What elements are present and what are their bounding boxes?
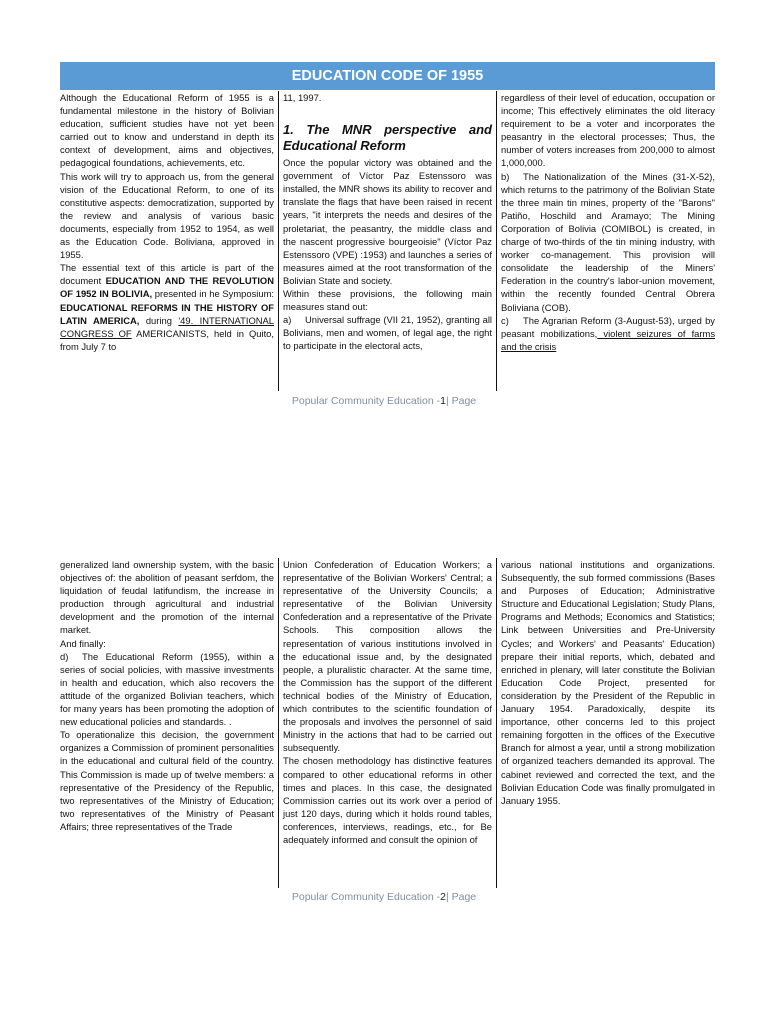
page-1-column-1 [60,91,278,391]
paragraph: This work will try to approach us, from the general vision of the Educational Reform, to one of its constitutive aspects: democratization, supported by the review and analysis of various basic documents, especially from 1952 to 1954, as well as the Education Code. Boliviana, approved in 1955. [60,170,274,261]
paragraph: Union Confederation of Education Workers; a representative of the Bolivian Workers' Central; a representative of the University Councils; a representative of the Bolivian University Confederation and a representative of the Private Schools. This composition allows the representation of various institutions involved in the educational issue and, by the designated people, a pluralistic character. At the same time, the Commission has the support of the different technical bodies of the Ministry of Education, which contributes to the scientific foundation of the proposals and involves the personnel of said Ministry in the actions that had to be carried out subsequently. [283,559,492,754]
page-1-columns [60,91,715,391]
page-1-footer: Popular Community Education -1| Page [291,395,477,407]
section-heading: 1. The MNR perspective and Educational Reform [283,122,492,154]
paragraph: The chosen methodology has distinctive features compared to other educational reforms in other times and places. In this case, the designated Commission carries out its work over a period of just 120 days, during which it holds round tables, conferences, interviews, readings, etc., for Be adequately informed and consult the opinion of [283,755,492,845]
paragraph: Once the popular victory was obtained and the government of Víctor Paz Estenssoro was installed, the MNR shows its ability to recover and translate the flags that have been raised in recent years, "it interprets the needs and desires of the proletariat, the peasantry, the middle class and the nascent progressive bourgeoisie" (Víctor Paz Estenssoro (VPE) :1953) and launches a series of measures aimed at the root transformation of the Bolivian State and society. [283,157,492,286]
paragraph: Although the Educational Reform of 1955 is a fundamental milestone in the history of Bolivian education, sufficient studies have not yet been carried out to know and understand in depth its context of development, aims and objectives, pedagogical foundations, achievements, etc. [60,92,274,169]
page-1-column-3 [497,91,715,391]
paragraph: generalized land ownership system, with the basic objectives of: the abolition of peasant serfdom, the liquidation of feudal latifundism, the increase in production through agricultural and industrial development and the promotion of the internal market. [60,559,274,636]
page-2-column-2 [278,558,497,888]
paragraph: The essential text of this article is part of the document EDUCATION AND THE REVOLUTION OF 1952 IN BOLIVIA, presented in he Symposium: EDUCATIONAL REFORMS IN THE HISTORY OF LATIN AMERICA, during '49. INTERNATIONAL CONGRESS OF AMERICANISTS, held in Quito, from July 7 to [60,262,274,352]
page-2-footer: Popular Community Education -2| Page [291,891,477,903]
paragraph: And finally: [60,637,106,649]
page-2-columns [60,558,715,888]
list-item: a) Universal suffrage (VII 21, 1952), granting all Bolivians, men and women, of legal age, the right to participate in the electoral acts, [283,314,492,352]
page-2-column-1 [60,558,278,888]
paragraph: regardless of their level of education, occupation or income; This effectively eliminates the old literacy requirement to be a voter and incorporates the peasantry in the electoral processes; Thus, the number of voters increases from 200,000 to almost 1,000,000. [501,92,715,169]
paragraph: 11, 1997. [283,92,322,103]
paragraph: To operationalize this decision, the government organizes a Commission of prominent personalities in the educational and cultural field of the country. This Commission is made up of twelve members: a representative of the Presidency of the Republic, two representatives of the Ministry of Education; two representatives of the Ministry of Peasant Affairs; three representatives of the Trade [60,729,274,832]
list-item: c) The Agrarian Reform (3-August-53), urged by peasant mobilizations, violent seizures of farms and the crisis [501,314,715,352]
list-item: d) The Educational Reform (1955), within a series of social policies, with massive investments in health and education, which also recovers the attitude of the organized Bolivian teachers, which for many years has been promoting the adoption of new educational policies and standards. . [60,650,274,728]
list-item: b) The Nationalization of the Mines (31-X-52), which returns to the patrimony of the Bolivian State the three main tin mines, property of the "Barons" Patiño, Hoschild and Aramayo; The Mining Corporation of Bolivia (COMIBOL) is created, in charge of two-thirds of the tin mining industry, with worker co-management. This provision will consolidate the leadership of the Miners' Federation in the country's labor-union movement, within the recently founded Central Obrera Boliviana (COB). [501,170,715,313]
document-title-banner: EDUCATION CODE OF 1955 [60,62,715,90]
page-1-column-2 [278,91,497,391]
page-2-column-3 [497,558,715,888]
paragraph: Within these provisions, the following main measures stand out: [283,288,492,313]
paragraph: various national institutions and organizations. Subsequently, the sub formed commissions (Bases and Purposes of Education; Administrative Structure and Educational Legislation; Study Plans, Programs and Methods; Economics and Statistics; Link between Universities and Pre-University Cycles; and Workers' and Peasants' Education) prepare their initial reports, which, debated and enriched in plenary, will later constitute the Bolivian Education Code Project, presented for consideration by the President of the Republic in January 1954. Paradoxically, despite its importance, other concerns led to this project remaining forgotten in the offices of the Executive Branch for almost a year, until a strong mobilization of organized teachers demanded its approval. The cabinet reviewed and corrected the text, and the Bolivian Education Code was finally promulgated in January 1955. [501,559,715,806]
